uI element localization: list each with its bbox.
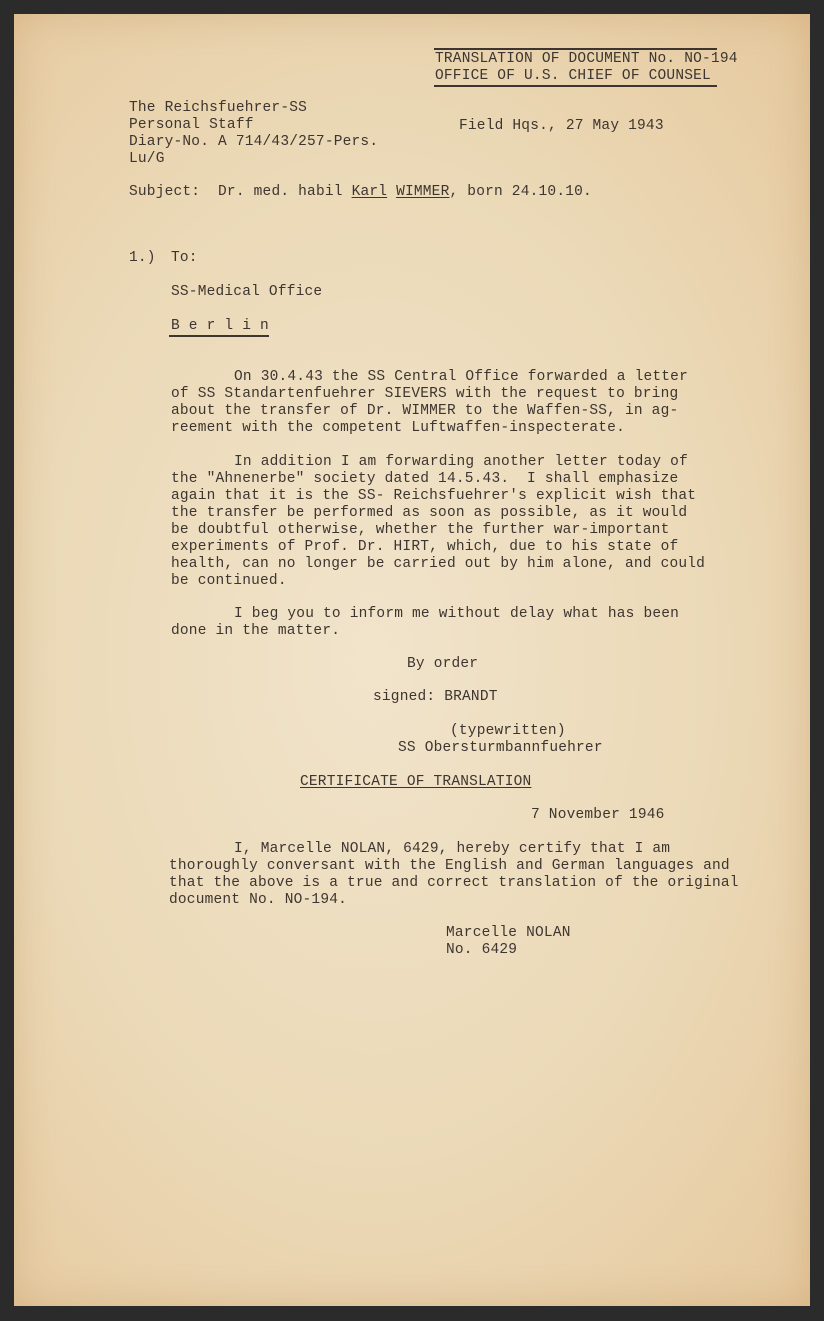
body-p2-line-1: In addition I am forwarding another letter today of bbox=[234, 454, 688, 470]
certificate-line-2: thoroughly conversant with the English and German languages and bbox=[169, 858, 730, 874]
subject-first-name: Karl bbox=[351, 184, 388, 200]
certificate-line-1: I, Marcelle NOLAN, 6429, hereby certify that I am bbox=[234, 841, 671, 857]
body-p1-line-2: of SS Standartenfuehrer SIEVERS with the request to bring bbox=[171, 386, 679, 402]
certificate-line-3: that the above is a true and correct translation of the original bbox=[169, 875, 739, 891]
sender-line-1: The Reichsfuehrer-SS bbox=[129, 100, 308, 116]
item-number: 1.) bbox=[129, 250, 156, 266]
body-p2-line-5: be doubtful otherwise, whether the further war-important bbox=[171, 522, 670, 538]
certificate-line-4: document No. NO-194. bbox=[169, 892, 348, 908]
body-p2-line-2: the "Ahnenerbe" society dated 14.5.43. I shall emphasize bbox=[171, 471, 679, 487]
document-page bbox=[14, 14, 810, 1306]
header-top-rule bbox=[434, 48, 717, 50]
body-p1-line-3: about the transfer of Dr. WIMMER to the Waffen-SS, in ag- bbox=[171, 403, 679, 419]
translation-heading: TRANSLATION OF DOCUMENT No. NO-194 bbox=[435, 51, 738, 67]
subject-line bbox=[129, 184, 592, 201]
city-underline bbox=[169, 335, 269, 337]
typewritten-note: (typewritten) bbox=[450, 723, 566, 739]
signed-by: signed: BRANDT bbox=[373, 689, 498, 705]
body-p2-line-4: the transfer be performed as soon as possible, as it would bbox=[171, 505, 688, 521]
body-p2-line-7: health, can no longer be carried out by him alone, and could bbox=[171, 556, 706, 572]
office-heading: OFFICE OF U.S. CHIEF OF COUNSEL bbox=[435, 68, 711, 84]
body-p2-line-6: experiments of Prof. Dr. HIRT, which, due to his state of bbox=[171, 539, 679, 555]
subject-label: Subject: bbox=[129, 184, 201, 200]
diary-number: Diary-No. A 714/43/257-Pers. bbox=[129, 134, 379, 150]
sender-line-2: Personal Staff bbox=[129, 117, 254, 133]
body-p2-line-8: be continued. bbox=[171, 573, 287, 589]
to-label: To: bbox=[171, 250, 198, 266]
certificate-date: 7 November 1946 bbox=[531, 807, 665, 823]
by-order: By order bbox=[407, 656, 479, 672]
place-date: Field Hqs., 27 May 1943 bbox=[459, 118, 664, 134]
reference-initials: Lu/G bbox=[129, 151, 165, 167]
translator-name: Marcelle NOLAN bbox=[446, 925, 571, 941]
recipient-city: B e r l i n bbox=[171, 318, 269, 334]
subject-suffix: , born 24.10.10. bbox=[449, 184, 592, 200]
body-p3-line-2: done in the matter. bbox=[171, 623, 341, 639]
header-bottom-rule bbox=[434, 85, 717, 87]
body-p1-line-1: On 30.4.43 the SS Central Office forwarded a letter bbox=[234, 369, 688, 385]
body-p3-line-1: I beg you to inform me without delay what has been bbox=[234, 606, 680, 622]
body-p1-line-4: reement with the competent Luftwaffen-inspecterate. bbox=[171, 420, 625, 436]
translator-number: No. 6429 bbox=[446, 942, 518, 958]
body-p2-line-3: again that it is the SS- Reichsfuehrer's explicit wish that bbox=[171, 488, 697, 504]
subject-surname: WIMMER bbox=[396, 184, 450, 200]
certificate-title: CERTIFICATE OF TRANSLATION bbox=[300, 774, 532, 790]
subject-prefix: Dr. med. habil bbox=[218, 184, 343, 200]
signer-rank: SS Obersturmbannfuehrer bbox=[398, 740, 603, 756]
recipient-office: SS-Medical Office bbox=[171, 284, 323, 300]
